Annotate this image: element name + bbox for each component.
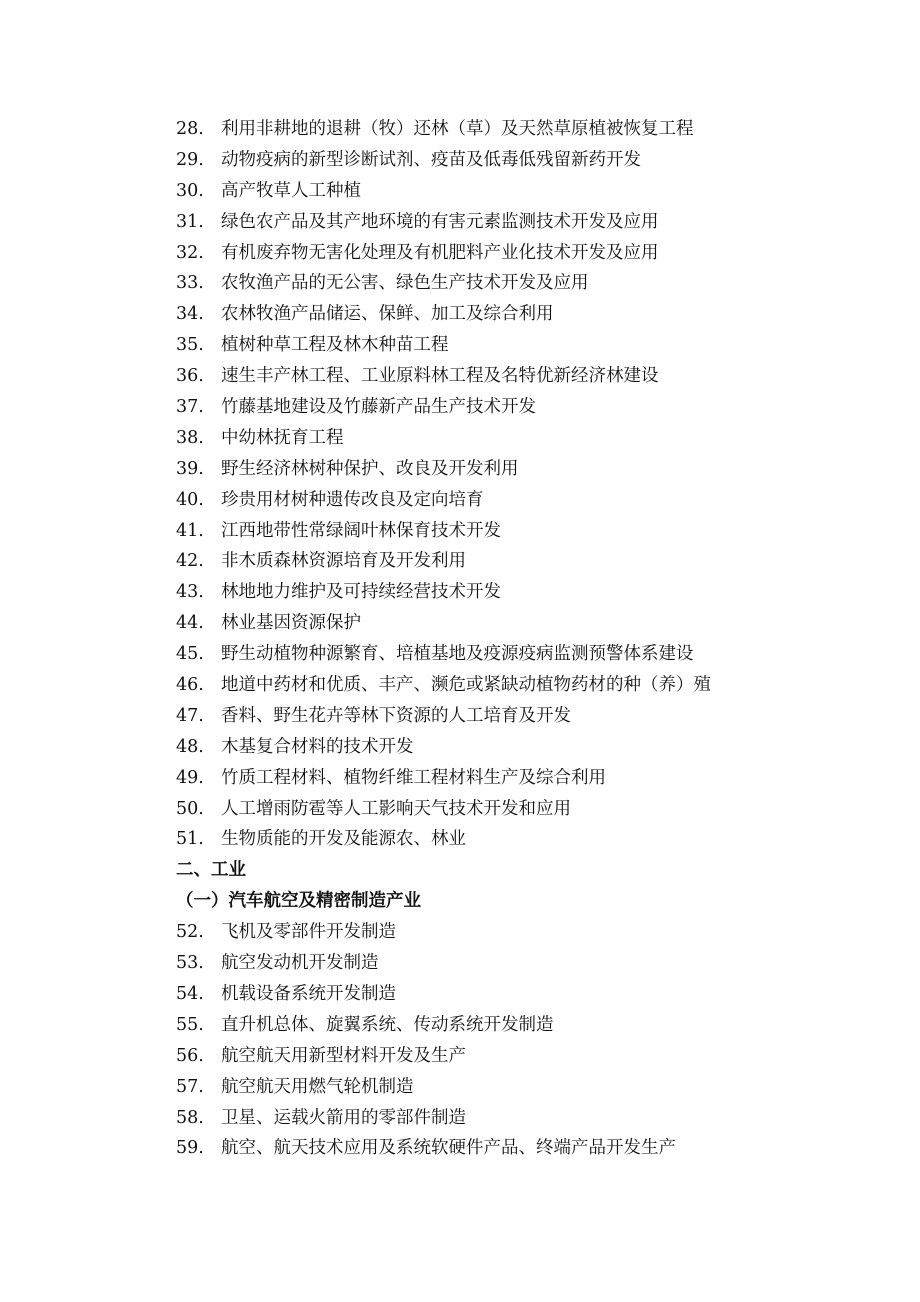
item-text: 航空发动机开发制造	[221, 953, 379, 974]
item-text: 农牧渔产品的无公害、绿色生产技术开发及应用	[221, 273, 589, 294]
item-number: 55.	[176, 1014, 204, 1035]
list-item	[176, 268, 876, 299]
item-text: 非木质森林资源培育及开发利用	[221, 551, 466, 572]
item-text: 卫星、运载火箭用的零部件制造	[221, 1107, 466, 1128]
item-number: 36.	[176, 366, 204, 387]
item-number: 54.	[176, 983, 204, 1004]
list-item	[176, 238, 876, 269]
item-number: 44.	[176, 613, 204, 634]
item-text: 绿色农产品及其产地环境的有害元素监测技术开发及应用	[221, 211, 659, 232]
item-text: 植树种草工程及林木种苗工程	[221, 335, 449, 356]
item-number: 45.	[176, 644, 204, 665]
item-number: 28.	[176, 119, 204, 139]
item-text: 利用非耕地的退耕（牧）还林（草）及天然草原植被恢复工程	[221, 119, 694, 139]
item-number: 46.	[176, 675, 204, 696]
list-item	[176, 794, 876, 825]
subsection-heading: （一）汽车航空及精密制造产业	[176, 891, 421, 912]
list-item	[176, 546, 876, 577]
list-item	[176, 670, 876, 701]
item-text: 林业基因资源保护	[221, 613, 361, 634]
item-number: 41.	[176, 520, 204, 541]
item-text: 飞机及零部件开发制造	[221, 922, 396, 943]
list-item	[176, 824, 876, 855]
list-item	[176, 701, 876, 732]
item-number: 48.	[176, 736, 204, 757]
list-item	[176, 361, 876, 392]
item-number: 53.	[176, 953, 204, 974]
item-text: 航空航天用新型材料开发及生产	[221, 1045, 466, 1066]
item-number: 50.	[176, 798, 204, 819]
item-text: 江西地带性常绿阔叶林保育技术开发	[221, 520, 501, 541]
item-number: 39.	[176, 458, 204, 479]
item-number: 51.	[176, 829, 204, 850]
item-number: 32.	[176, 242, 204, 263]
item-number: 40.	[176, 489, 204, 510]
item-text: 有机废弃物无害化处理及有机肥料产业化技术开发及应用	[221, 242, 659, 263]
item-number: 58.	[176, 1107, 204, 1128]
list-item	[176, 423, 876, 454]
item-text: 航空航天用燃气轮机制造	[221, 1076, 414, 1097]
item-text: 高产牧草人工种植	[221, 180, 361, 201]
item-number: 49.	[176, 767, 204, 788]
item-text: 野生动植物种源繁育、培植基地及疫源疫病监测预警体系建设	[221, 644, 694, 665]
list-item	[176, 1010, 876, 1041]
item-number: 57.	[176, 1076, 204, 1097]
list-item	[176, 979, 876, 1010]
document-content	[176, 114, 876, 1164]
item-text: 林地地力维护及可持续经营技术开发	[221, 582, 501, 603]
item-text: 生物质能的开发及能源农、林业	[221, 829, 466, 850]
item-number: 29.	[176, 149, 204, 170]
list-item	[176, 207, 876, 238]
list-item	[176, 299, 876, 330]
item-text: 地道中药材和优质、丰产、濒危或紧缺动植物药材的种（养）殖	[221, 675, 711, 696]
list-item	[176, 330, 876, 361]
list-item	[176, 516, 876, 547]
item-number: 38.	[176, 427, 204, 448]
item-text: 野生经济林树种保护、改良及开发利用	[221, 458, 519, 479]
list-item	[176, 639, 876, 670]
list-item	[176, 176, 876, 207]
list-item	[176, 392, 876, 423]
item-text: 香料、野生花卉等林下资源的人工培育及开发	[221, 705, 571, 726]
item-text: 中幼林抚育工程	[221, 427, 344, 448]
item-number: 35.	[176, 335, 204, 356]
item-number: 42.	[176, 551, 204, 572]
item-text: 动物疫病的新型诊断试剂、疫苗及低毒低残留新药开发	[221, 149, 641, 170]
item-text: 木基复合材料的技术开发	[221, 736, 414, 757]
item-number: 31.	[176, 211, 204, 232]
item-number: 30.	[176, 180, 204, 201]
list-item	[176, 1072, 876, 1103]
list-item	[176, 608, 876, 639]
item-number: 47.	[176, 705, 204, 726]
item-text: 机载设备系统开发制造	[221, 983, 396, 1004]
list-item	[176, 577, 876, 608]
item-text: 农林牧渔产品储运、保鲜、加工及综合利用	[221, 304, 554, 325]
item-list-industry	[176, 917, 876, 1164]
item-number: 34.	[176, 304, 204, 325]
list-item	[176, 763, 876, 794]
list-item	[176, 732, 876, 763]
list-item	[176, 114, 876, 145]
item-number: 37.	[176, 397, 204, 418]
item-number: 43.	[176, 582, 204, 603]
list-item	[176, 145, 876, 176]
item-number: 59.	[176, 1138, 204, 1159]
list-item	[176, 917, 876, 948]
item-number: 56.	[176, 1045, 204, 1066]
item-number: 33.	[176, 273, 204, 294]
item-text: 珍贵用材树种遗传改良及定向培育	[221, 489, 484, 510]
list-item	[176, 1041, 876, 1072]
list-item	[176, 948, 876, 979]
list-item	[176, 1103, 876, 1134]
item-text: 竹质工程材料、植物纤维工程材料生产及综合利用	[221, 767, 606, 788]
item-text: 人工增雨防雹等人工影响天气技术开发和应用	[221, 798, 571, 819]
list-item	[176, 454, 876, 485]
list-item	[176, 1133, 876, 1164]
item-text: 竹藤基地建设及竹藤新产品生产技术开发	[221, 397, 536, 418]
list-item	[176, 485, 876, 516]
item-list-agriculture	[176, 114, 876, 855]
item-text: 航空、航天技术应用及系统软硬件产品、终端产品开发生产	[221, 1138, 676, 1159]
section-heading: 二、工业	[176, 860, 246, 881]
item-text: 速生丰产林工程、工业原料林工程及名特优新经济林建设	[221, 366, 659, 387]
item-text: 直升机总体、旋翼系统、传动系统开发制造	[221, 1014, 554, 1035]
item-number: 52.	[176, 922, 204, 943]
